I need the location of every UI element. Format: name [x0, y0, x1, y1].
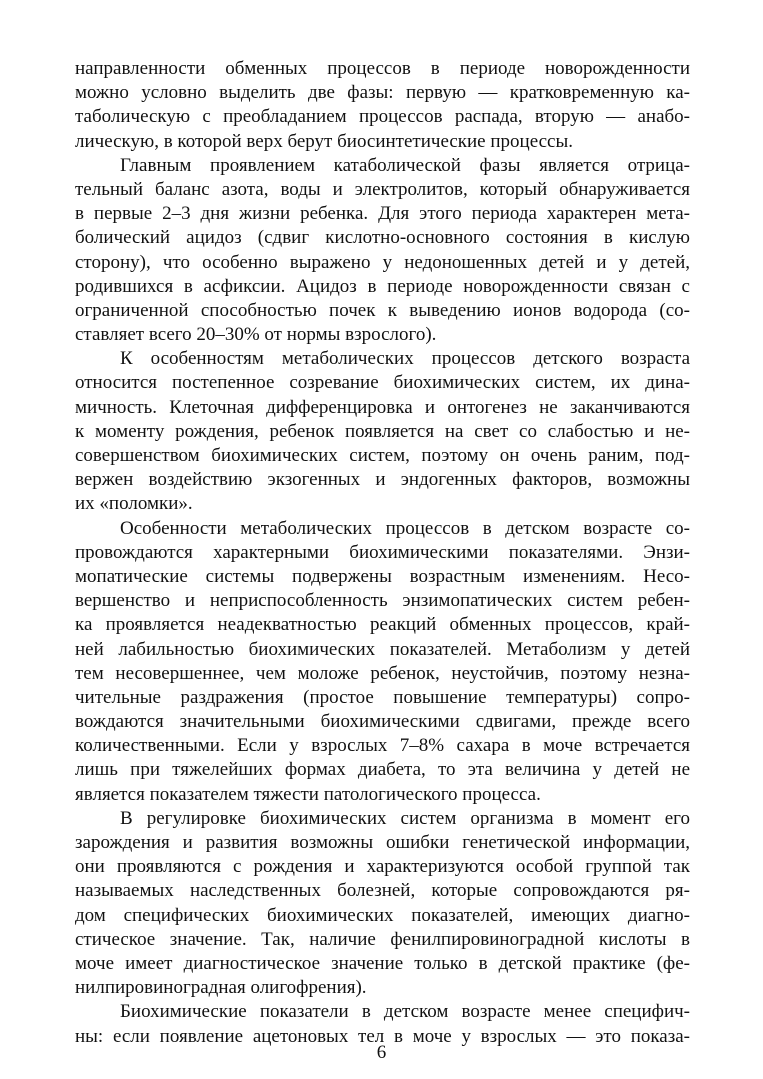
text-line: моче имеет диагностическое значение только в детской практике (фе-	[75, 952, 690, 974]
text-line: ней лабильностью биохимических показателей. Метаболизм у детей	[75, 638, 690, 660]
text-line: ограниченной способностью почек к выведению ионов водорода (со-	[75, 299, 690, 321]
text-line: болический ацидоз (сдвиг кислотно-основного состояния в кислую	[75, 227, 690, 249]
text-line: дом специфических биохимических показателей, имеющих диагно-	[75, 904, 690, 926]
text-line: мичность. Клеточная дифференцировка и онтогенез не заканчиваются	[75, 396, 690, 418]
text-line: относится постепенное созревание биохимических систем, их дина-	[75, 372, 690, 394]
text-line: нилпировиноградная олигофрения).	[75, 977, 367, 999]
text-line: К особенностям метаболических процессов детского возраста	[120, 348, 690, 370]
paragraph	[75, 807, 690, 1001]
text-line: зарождения и развития возможны ошибки генетической информации,	[75, 832, 690, 853]
text-line: к моменту рождения, ребенок появляется на свет со слабостью и не-	[75, 420, 690, 442]
text-line: количественными. Если у взрослых 7–8% сахара в моче встречается	[75, 735, 690, 757]
text-line: является показателем тяжести патологического процесса.	[75, 783, 541, 805]
paragraph	[75, 57, 690, 154]
paragraph	[75, 154, 690, 348]
page-number: 6	[376, 1042, 387, 1063]
text-line: Главным проявлением катаболической фазы является отрица-	[120, 154, 690, 176]
text-line: тельный баланс азота, воды и электролитов, который обнаруживается	[75, 178, 690, 200]
text-line: совершенством биохимических систем, поэтому он очень раним, под-	[75, 445, 690, 466]
paragraph	[75, 517, 690, 807]
text-line: направленности обменных процессов в периоде новорожденности	[75, 58, 690, 79]
text-line: в первые 2–3 дня жизни ребенка. Для этого периода характерен мета-	[75, 203, 690, 225]
text-line: они проявляются с рождения и характеризуются особой группой так	[75, 856, 690, 878]
text-line: вождаются значительными биохимическими сдвигами, прежде всего	[75, 711, 690, 733]
text-line: лишь при тяжелейших формах диабета, то эта величина у детей не	[75, 759, 690, 781]
text-line: Биохимические показатели в детском возрасте менее специфич-	[120, 1001, 690, 1023]
text-line: вержен воздействию экзогенных и эндогенных факторов, возможны	[75, 469, 690, 491]
text-line: можно условно выделить две фазы: первую — кратковременную ка-	[75, 82, 690, 104]
text-line: их «поломки».	[75, 493, 193, 515]
text-line: ка проявляется неадекватностью реакций обменных процессов, край-	[75, 614, 690, 636]
text-line: мопатические системы подвержены возрастным изменениям. Несо-	[75, 565, 690, 587]
text-line: называемых наследственных болезней, которые сопровождаются ря-	[75, 880, 690, 902]
text-line: ны: если появление ацетоновых тел в моче у взрослых — это показа-	[75, 1025, 690, 1047]
text-line: тем несовершеннее, чем моложе ребенок, неустойчив, поэтому незна-	[75, 662, 690, 684]
body-text	[75, 57, 690, 1049]
text-line: родившихся в асфиксии. Ацидоз в периоде новорожденности связан с	[75, 275, 690, 297]
text-line: ставляет всего 20–30% от нормы взрослого).	[75, 324, 437, 346]
text-line: таболическую с преобладанием процессов распада, вторую — анабо-	[75, 106, 690, 128]
text-line: сторону), что особенно выражено у недоношенных детей и у детей,	[75, 251, 690, 273]
text-line: стическое значение. Так, наличие фенилпировиноградной кислоты в	[75, 928, 690, 950]
text-line: провождаются характерными биохимическими показателями. Энзи-	[75, 541, 690, 563]
text-line: вершенство и неприспособленность энзимопатических систем ребен-	[75, 590, 690, 612]
text-line: В регулировке биохимических систем организма в момент его	[120, 807, 690, 829]
text-line: Особенности метаболических процессов в детском возрасте со-	[120, 517, 690, 539]
text-line: лическую, в которой верх берут биосинтетические процессы.	[75, 130, 573, 152]
text-line: чительные раздражения (простое повышение температуры) сопро-	[75, 686, 690, 708]
paragraph	[75, 347, 690, 516]
